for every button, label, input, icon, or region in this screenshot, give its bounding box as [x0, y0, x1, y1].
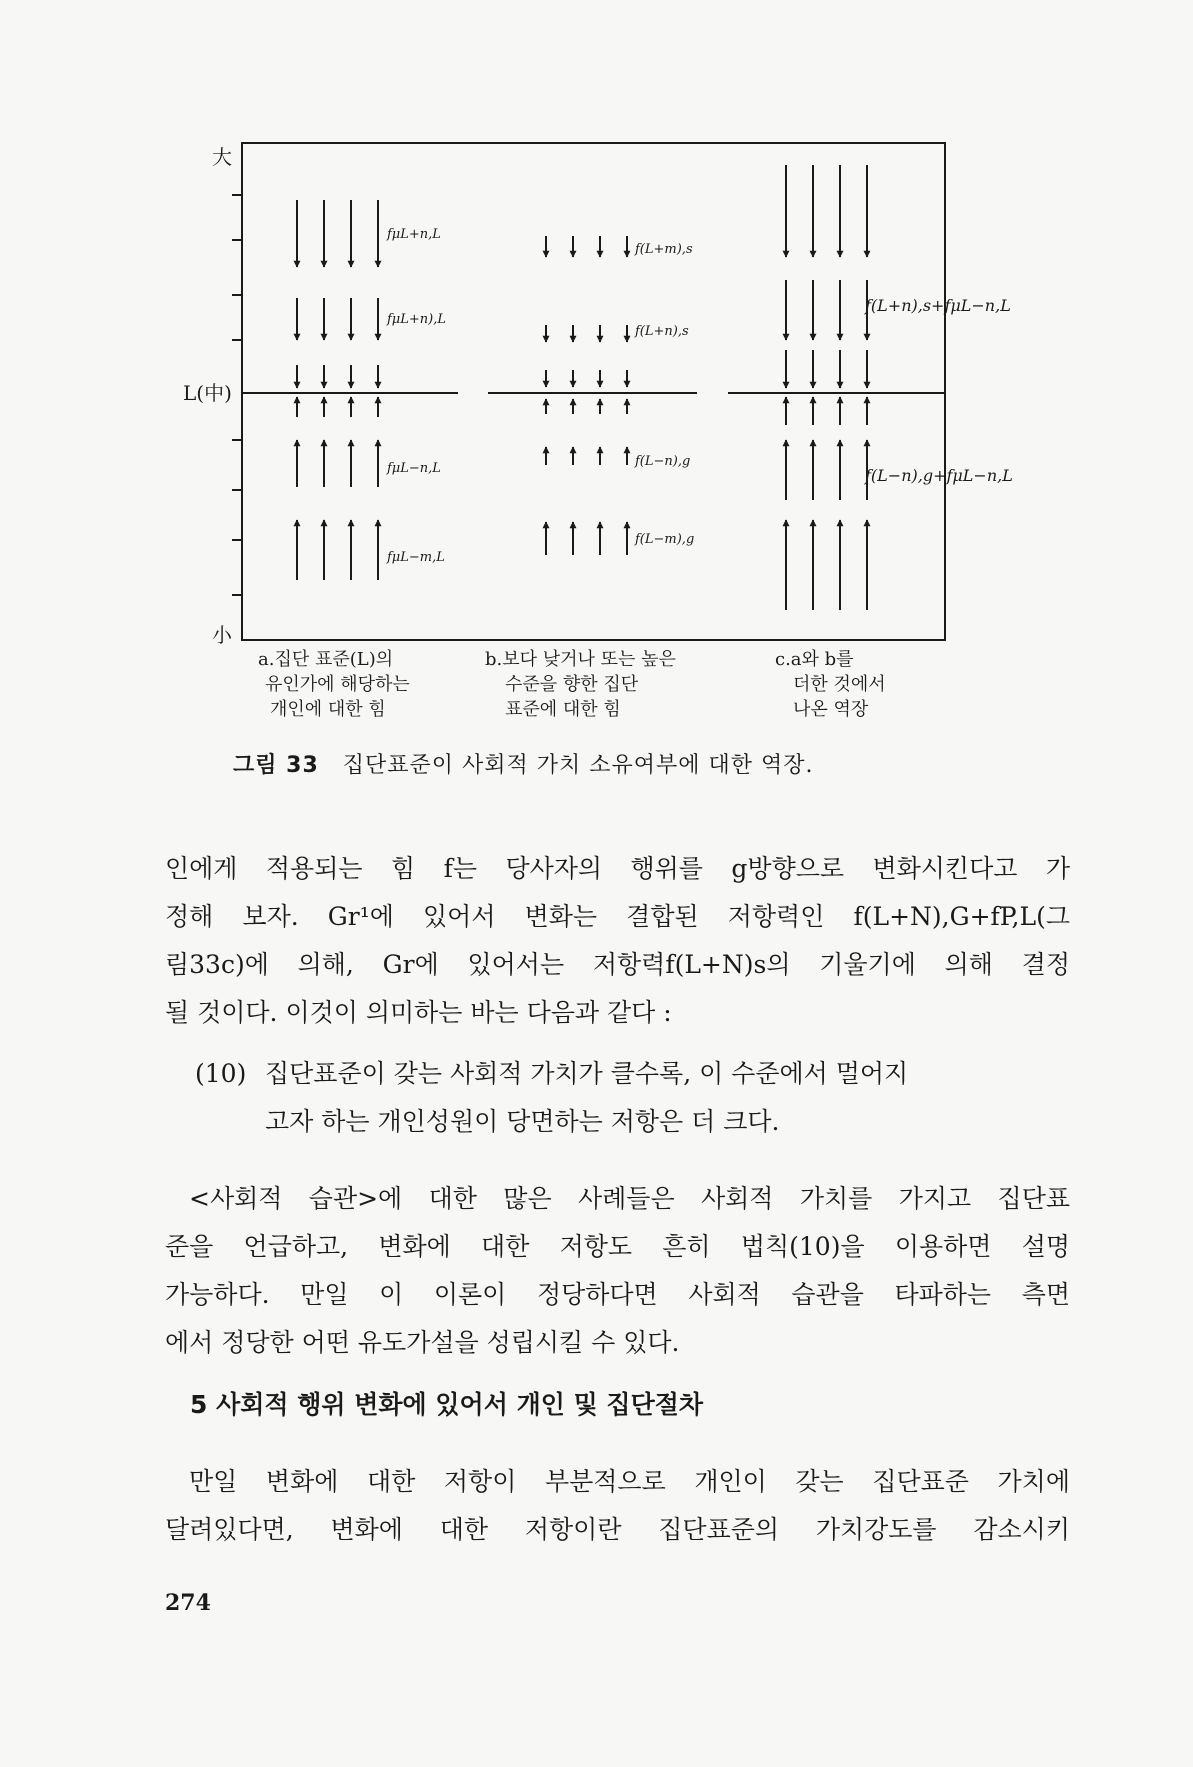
panel-b-caption-line-2: 수준을 향한 집단 [505, 674, 639, 695]
panel-c-caption-line-3: 나온 역장 [793, 699, 869, 720]
section-heading: 5 사회적 행위 변화에 있어서 개인 및 집단절차 [190, 1390, 704, 1419]
panel-a-caption [258, 648, 410, 720]
panel-b-force-label-2: f(L+n),s [635, 324, 689, 339]
force-arrows [297, 165, 867, 610]
y-label-large: 大 [212, 145, 232, 169]
paragraph-3-line-1: 만일 변화에 대한 저항이 부분적으로 개인이 갖는 집단표준 가치에 [189, 1467, 1070, 1496]
paragraph-1-line-3: 림33c)에 의해, Gr에 있어서는 저항력f(L+N)s의 기울기에 의해 결정 [165, 950, 1070, 979]
paragraph-2-line-1: <사회적 습관>에 대한 많은 사례들은 사회적 가치를 가지고 집단표 [189, 1184, 1070, 1213]
y-label-small: 小 [212, 623, 232, 647]
paragraph-1 [165, 845, 1070, 1037]
panel-b-force-label-4: f(L−m),g [635, 532, 695, 547]
paragraph-2-line-3: 가능하다. 만일 이 이론이 정당하다면 사회적 습관을 타파하는 측면 [165, 1280, 1070, 1309]
panel-c-force-label-bottom: f(L−n),g+fμL−n,L [865, 466, 1013, 485]
paragraph-2-line-4: 에서 정당한 어떤 유도가설을 성립시킬 수 있다. [165, 1328, 680, 1357]
panel-a-force-label-4: fμL−m,L [387, 550, 445, 565]
y-axis-ticks [232, 195, 242, 595]
panel-c-caption-line-1: c.a와 b를 [775, 649, 854, 670]
paragraph-1-line-2: 정해 보자. Gr¹에 있어서 변화는 결합된 저항력인 f(L+N),G+fP,L(그 [165, 902, 1070, 931]
panel-a-caption-line-1: a.집단 표준(L)의 [258, 649, 394, 670]
law-line-1: 집단표준이 갖는 사회적 가치가 클수록, 이 수준에서 멀어지 [265, 1059, 909, 1088]
y-label-middle: L(中) [183, 381, 232, 405]
panel-a-caption-line-3: 개인에 대한 힘 [270, 699, 386, 720]
force-field-figure [0, 0, 1193, 780]
paragraph-1-line-1: 인에게 적용되는 힘 f는 당사자의 행위를 g방향으로 변화시킨다고 가 [165, 854, 1070, 883]
paragraph-2-line-2: 준을 언급하고, 변화에 대한 저항도 흔히 법칙(10)을 이용하면 설명 [165, 1232, 1070, 1261]
paragraph-3 [165, 1458, 1070, 1554]
panel-c-caption-line-2: 더한 것에서 [793, 674, 886, 695]
panel-b-caption-line-3: 표준에 대한 힘 [505, 699, 621, 720]
panel-b-caption [485, 648, 676, 720]
law-number: (10) [195, 1059, 247, 1088]
figure-caption-text: 집단표준이 사회적 가치 소유여부에 대한 역장. [342, 753, 814, 778]
paragraph-3-line-2: 달려있다면, 변화에 대한 저항이란 집단표준의 가치강도를 감소시키 [165, 1515, 1070, 1544]
panel-b-caption-line-1: b.보다 낮거나 또는 높은 [485, 649, 676, 670]
paragraph-2 [165, 1175, 1070, 1367]
figure-caption-label: 그림 33 [233, 753, 319, 778]
panel-c-force-label-top: f(L+n),s+fμL−n,L [865, 296, 1011, 315]
law-10 [165, 1050, 1070, 1146]
panel-a-force-label-1: fμL+n,L [387, 227, 441, 242]
panel-a-force-label-3: fμL−n,L [387, 461, 441, 476]
panel-b-force-label-3: f(L−n),g [635, 454, 691, 469]
figure-caption [233, 748, 973, 779]
law-line-2: 고자 하는 개인성원이 당면하는 저항은 더 크다. [265, 1107, 780, 1136]
panel-c-caption [775, 648, 886, 720]
paragraph-1-line-4: 될 것이다. 이것이 의미하는 바는 다음과 같다 : [165, 998, 672, 1027]
panel-b-force-label-1: f(L+m),s [635, 242, 693, 257]
page-number: 274 [165, 1590, 211, 1616]
panel-a-force-label-2: fμL+n),L [387, 312, 446, 327]
panel-a-caption-line-2: 유인가에 해당하는 [265, 674, 410, 695]
